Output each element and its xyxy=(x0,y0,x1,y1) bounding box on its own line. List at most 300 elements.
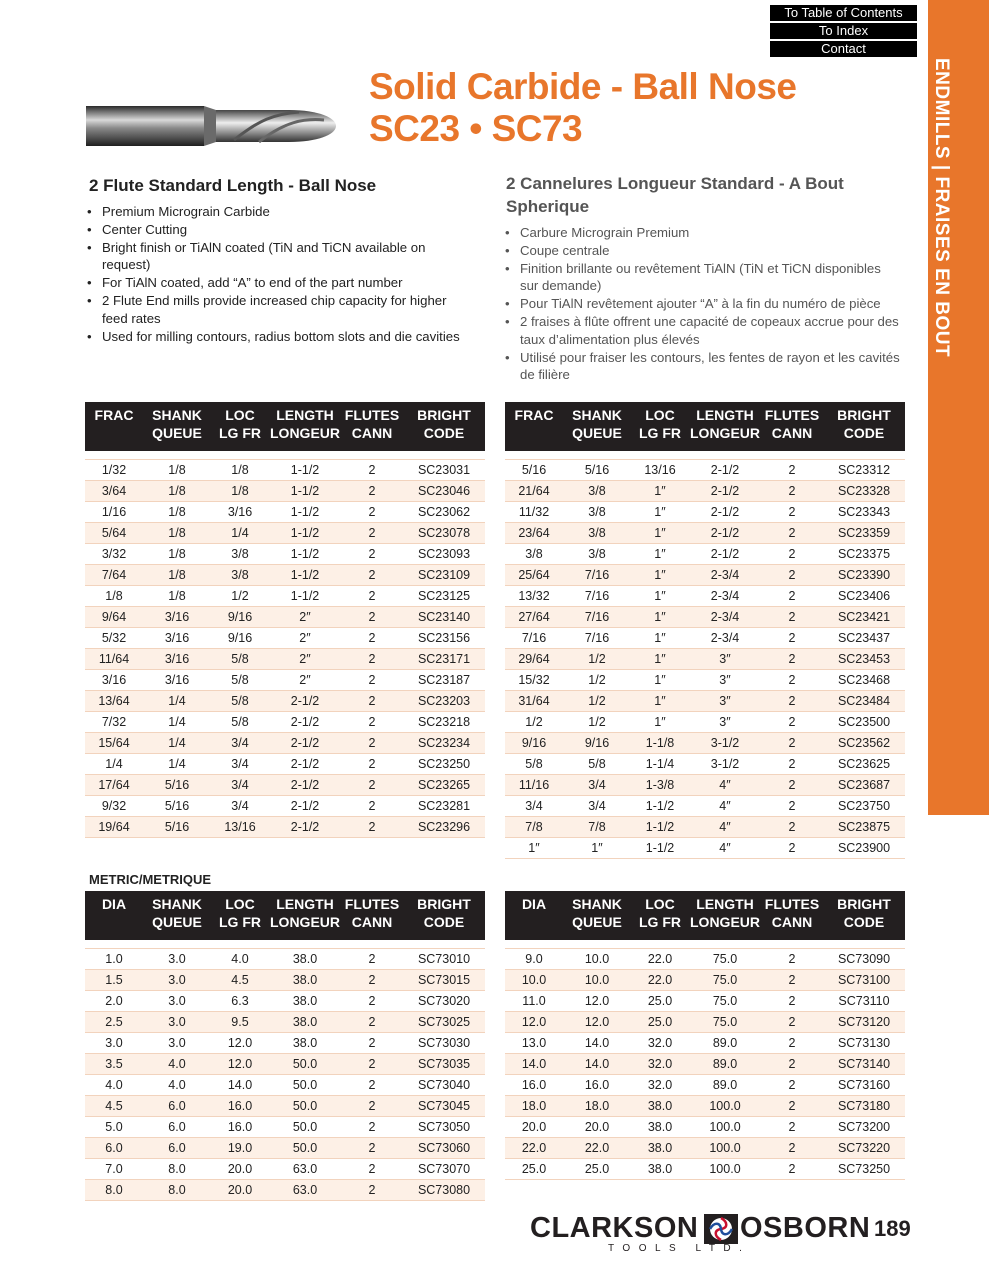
table-cell: 3/16 xyxy=(143,628,211,649)
table-cell: 2 xyxy=(761,712,823,733)
table-cell: 20.0 xyxy=(211,1159,269,1180)
table-cell: 2 xyxy=(761,1138,823,1159)
table-cell: 13/16 xyxy=(631,460,689,481)
table-cell: 22.0 xyxy=(631,970,689,991)
table-cell: 1-1/2 xyxy=(631,838,689,859)
table-cell: SC73220 xyxy=(823,1138,905,1159)
table-cell: 9/16 xyxy=(505,733,563,754)
table-cell: SC23250 xyxy=(403,754,485,775)
table-row xyxy=(85,628,485,649)
table-cell: SC73035 xyxy=(403,1054,485,1075)
table-cell: 7/64 xyxy=(85,565,143,586)
table-cell: 1-1/2 xyxy=(269,586,341,607)
table-cell: 18.0 xyxy=(563,1096,631,1117)
table-cell: SC73140 xyxy=(823,1054,905,1075)
table-cell: 1/8 xyxy=(85,586,143,607)
table-cell: SC23062 xyxy=(403,502,485,523)
table-cell: 2 xyxy=(761,754,823,775)
table-row xyxy=(85,481,485,502)
table-cell: 3″ xyxy=(689,691,761,712)
table-cell: SC23125 xyxy=(403,586,485,607)
logo-word-right: OSBORN xyxy=(740,1212,871,1244)
table-cell: 9/32 xyxy=(85,796,143,817)
table-cell: 2 xyxy=(341,1138,403,1159)
table-cell: 38.0 xyxy=(631,1096,689,1117)
table-cell: 2-3/4 xyxy=(689,607,761,628)
table-cell: 1.0 xyxy=(85,949,143,970)
column-header: BRIGHT CODE xyxy=(823,891,905,940)
table-cell: 10.0 xyxy=(563,949,631,970)
table-cell: 2 xyxy=(341,1180,403,1201)
table-cell: 1″ xyxy=(631,649,689,670)
table-cell: 21/64 xyxy=(505,481,563,502)
table-cell: 3/4 xyxy=(211,796,269,817)
table-row xyxy=(505,607,905,628)
column-header: BRIGHT CODE xyxy=(823,402,905,451)
table-row xyxy=(85,754,485,775)
table-cell: 3/16 xyxy=(143,670,211,691)
table-row xyxy=(505,523,905,544)
table-cell: SC23359 xyxy=(823,523,905,544)
table-cell: 1/8 xyxy=(143,565,211,586)
table-cell: 2 xyxy=(341,460,403,481)
table-cell: 1/32 xyxy=(85,460,143,481)
table-row xyxy=(85,460,485,481)
table-cell: 1″ xyxy=(631,607,689,628)
table-cell: 29/64 xyxy=(505,649,563,670)
page-number: 189 xyxy=(874,1216,911,1241)
table-cell: 2 xyxy=(761,565,823,586)
table-cell: 89.0 xyxy=(689,1075,761,1096)
table-header-row xyxy=(85,891,485,940)
column-header: SHANK QUEUE xyxy=(143,891,211,940)
table-row xyxy=(85,502,485,523)
table-cell: 1″ xyxy=(505,838,563,859)
section-side-tab-label: ENDMILLS | FRAISES EN BOUT xyxy=(931,58,952,358)
metric-spec-table-right xyxy=(505,891,905,1180)
table-cell: 5/16 xyxy=(143,817,211,838)
table-cell: 2 xyxy=(761,607,823,628)
column-header: FLUTES CANN xyxy=(761,891,823,940)
table-cell: 2 xyxy=(761,1075,823,1096)
table-cell: 38.0 xyxy=(269,970,341,991)
table-cell: 1/8 xyxy=(143,523,211,544)
table-cell: 50.0 xyxy=(269,1138,341,1159)
table-cell: 1-1/2 xyxy=(269,544,341,565)
column-header: LENGTH LONGEUR xyxy=(689,402,761,451)
table-row xyxy=(505,460,905,481)
table-cell: 2 xyxy=(761,481,823,502)
table-cell: SC73110 xyxy=(823,991,905,1012)
table-cell: 2 xyxy=(761,691,823,712)
table-cell: SC73030 xyxy=(403,1033,485,1054)
table-row xyxy=(505,586,905,607)
table-cell: 2 xyxy=(761,817,823,838)
table-cell: 6.3 xyxy=(211,991,269,1012)
table-cell: 12.0 xyxy=(505,1012,563,1033)
table-cell: SC23046 xyxy=(403,481,485,502)
table-cell: 9/16 xyxy=(211,607,269,628)
table-cell: 5/64 xyxy=(85,523,143,544)
table-cell: 4.0 xyxy=(211,949,269,970)
table-cell: 2 xyxy=(761,1117,823,1138)
table-cell: SC73080 xyxy=(403,1180,485,1201)
column-header: SHANK QUEUE xyxy=(563,891,631,940)
table-row xyxy=(505,691,905,712)
table-cell: 1″ xyxy=(631,586,689,607)
column-header: FRAC xyxy=(85,402,143,451)
table-cell: 2 xyxy=(761,586,823,607)
table-cell: 22.0 xyxy=(563,1138,631,1159)
table-cell: 3/8 xyxy=(211,565,269,586)
table-cell: 1/4 xyxy=(211,523,269,544)
table-cell: 4″ xyxy=(689,838,761,859)
table-cell: 2 xyxy=(341,991,403,1012)
table-cell: 12.0 xyxy=(211,1033,269,1054)
table-cell: SC73060 xyxy=(403,1138,485,1159)
table-row xyxy=(505,628,905,649)
table-cell: 12.0 xyxy=(211,1054,269,1075)
table-cell: 3.0 xyxy=(143,991,211,1012)
table-row xyxy=(85,1117,485,1138)
table-cell: 2-3/4 xyxy=(689,628,761,649)
table-cell: 2 xyxy=(761,1054,823,1075)
column-header: FLUTES CANN xyxy=(341,402,403,451)
table-cell: 89.0 xyxy=(689,1054,761,1075)
column-header: LENGTH LONGEUR xyxy=(269,891,341,940)
table-cell: SC23093 xyxy=(403,544,485,565)
table-cell: 2 xyxy=(341,481,403,502)
table-cell: 4″ xyxy=(689,817,761,838)
table-row xyxy=(85,1159,485,1180)
table-cell: 5/16 xyxy=(143,775,211,796)
table-cell: 5/32 xyxy=(85,628,143,649)
table-cell: 14.0 xyxy=(563,1033,631,1054)
table-cell: 8.0 xyxy=(143,1159,211,1180)
table-cell: 10.0 xyxy=(505,970,563,991)
table-cell: 15/64 xyxy=(85,733,143,754)
table-cell: 2″ xyxy=(269,649,341,670)
table-cell: SC23687 xyxy=(823,775,905,796)
table-row xyxy=(85,544,485,565)
table-cell: 3-1/2 xyxy=(689,754,761,775)
table-cell: SC23109 xyxy=(403,565,485,586)
table-cell: 1-3/8 xyxy=(631,775,689,796)
table-cell: 5/8 xyxy=(211,649,269,670)
table-cell: 11/32 xyxy=(505,502,563,523)
table-cell: 1-1/8 xyxy=(631,733,689,754)
table-row xyxy=(505,1159,905,1180)
column-header: LENGTH LONGEUR xyxy=(689,891,761,940)
table-cell: 2-1/2 xyxy=(269,733,341,754)
table-header-row xyxy=(505,402,905,451)
feature-item: • Finition brillante ou revêtement TiAlN (TiN et TiCN disponibles sur demande) xyxy=(505,260,881,294)
table-cell: 1/4 xyxy=(85,754,143,775)
table-cell: 2″ xyxy=(269,670,341,691)
table-cell: 2 xyxy=(761,502,823,523)
column-header: SHANK QUEUE xyxy=(563,402,631,451)
table-cell: 38.0 xyxy=(631,1138,689,1159)
table-cell: 2 xyxy=(341,607,403,628)
table-cell: 100.0 xyxy=(689,1138,761,1159)
table-cell: SC73200 xyxy=(823,1117,905,1138)
table-cell: 5/16 xyxy=(143,796,211,817)
table-spacer-row xyxy=(505,451,905,460)
table-row xyxy=(505,1054,905,1075)
table-cell: SC23453 xyxy=(823,649,905,670)
table-cell: 3/4 xyxy=(211,754,269,775)
table-cell: 3/32 xyxy=(85,544,143,565)
table-cell: 2-1/2 xyxy=(269,796,341,817)
table-cell: SC73120 xyxy=(823,1012,905,1033)
page-title-line-2: SC23 • SC73 xyxy=(369,108,583,149)
table-cell: SC23375 xyxy=(823,544,905,565)
table-row xyxy=(505,796,905,817)
table-cell: 1-1/4 xyxy=(631,754,689,775)
inch-spec-table-left xyxy=(85,402,485,838)
table-cell: 1-1/2 xyxy=(631,817,689,838)
table-cell: 3″ xyxy=(689,712,761,733)
table-cell: 50.0 xyxy=(269,1054,341,1075)
table-cell: SC73010 xyxy=(403,949,485,970)
table-cell: SC23900 xyxy=(823,838,905,859)
table-cell: 2 xyxy=(761,949,823,970)
table-row xyxy=(85,1096,485,1117)
table-cell: 3/16 xyxy=(211,502,269,523)
table-cell: 6.0 xyxy=(85,1138,143,1159)
table-cell: 13.0 xyxy=(505,1033,563,1054)
table-cell: 1″ xyxy=(563,838,631,859)
table-cell: 3″ xyxy=(689,670,761,691)
table-cell: 3/8 xyxy=(505,544,563,565)
table-row xyxy=(85,1054,485,1075)
table-cell: 3.5 xyxy=(85,1054,143,1075)
feature-item: • Used for milling contours, radius bottom slots and die cavities xyxy=(87,328,460,344)
table-row xyxy=(505,817,905,838)
table-cell: SC23265 xyxy=(403,775,485,796)
page-title xyxy=(369,66,796,150)
table-cell: 2 xyxy=(341,733,403,754)
table-cell: 2-1/2 xyxy=(269,817,341,838)
table-cell: 1/2 xyxy=(563,670,631,691)
table-cell: 16.0 xyxy=(211,1117,269,1138)
nav-link-table-of-contents[interactable]: To Table of Contents xyxy=(770,5,917,21)
table-cell: 3.0 xyxy=(143,1033,211,1054)
table-cell: 2-1/2 xyxy=(689,523,761,544)
table-cell: 7/16 xyxy=(563,628,631,649)
table-cell: SC23484 xyxy=(823,691,905,712)
table-cell: SC23031 xyxy=(403,460,485,481)
table-cell: SC73250 xyxy=(823,1159,905,1180)
table-cell: 2 xyxy=(341,1117,403,1138)
table-cell: 9.0 xyxy=(505,949,563,970)
table-cell: 1/4 xyxy=(143,754,211,775)
table-row xyxy=(85,670,485,691)
table-cell: 2-1/2 xyxy=(269,775,341,796)
feature-item: • Utilisé pour fraiser les contours, les fentes de rayon et les cavités de filière xyxy=(505,349,900,383)
table-cell: 5/8 xyxy=(211,670,269,691)
nav-link-index[interactable]: To Index xyxy=(770,23,917,39)
table-cell: 2 xyxy=(341,1012,403,1033)
table-row xyxy=(85,775,485,796)
table-cell: 1/2 xyxy=(563,691,631,712)
table-cell: 8.0 xyxy=(143,1180,211,1201)
table-row xyxy=(505,1138,905,1159)
table-cell: 100.0 xyxy=(689,1096,761,1117)
table-cell: 38.0 xyxy=(269,1012,341,1033)
table-cell: 3/4 xyxy=(563,796,631,817)
table-cell: 19/64 xyxy=(85,817,143,838)
table-cell: 1″ xyxy=(631,712,689,733)
table-cell: 2-3/4 xyxy=(689,586,761,607)
table-cell: 25.0 xyxy=(631,1012,689,1033)
table-cell: SC73040 xyxy=(403,1075,485,1096)
table-row xyxy=(505,754,905,775)
table-row xyxy=(505,565,905,586)
table-cell: 2 xyxy=(341,670,403,691)
table-cell: 14.0 xyxy=(563,1054,631,1075)
table-row xyxy=(85,970,485,991)
table-cell: 1″ xyxy=(631,691,689,712)
table-cell: 1/4 xyxy=(143,733,211,754)
table-row xyxy=(85,586,485,607)
table-cell: 2 xyxy=(761,460,823,481)
table-cell: 5.0 xyxy=(85,1117,143,1138)
table-row xyxy=(505,991,905,1012)
table-cell: 1/4 xyxy=(143,712,211,733)
table-cell: SC23140 xyxy=(403,607,485,628)
table-spacer-row xyxy=(85,940,485,949)
table-cell: 2 xyxy=(761,775,823,796)
table-cell: SC73050 xyxy=(403,1117,485,1138)
table-cell: 5/8 xyxy=(211,712,269,733)
table-cell: 1″ xyxy=(631,523,689,544)
table-cell: 2 xyxy=(761,544,823,565)
table-cell: 32.0 xyxy=(631,1075,689,1096)
metric-spec-table-left xyxy=(85,891,485,1201)
table-cell: 1″ xyxy=(631,544,689,565)
table-cell: 3/16 xyxy=(143,649,211,670)
table-cell: 23/64 xyxy=(505,523,563,544)
table-cell: 7/8 xyxy=(563,817,631,838)
table-row xyxy=(505,970,905,991)
table-cell: 38.0 xyxy=(269,949,341,970)
section-side-tab xyxy=(928,0,989,815)
table-cell: 2 xyxy=(761,796,823,817)
table-cell: 2 xyxy=(341,586,403,607)
table-cell: 4.0 xyxy=(85,1075,143,1096)
table-cell: SC23750 xyxy=(823,796,905,817)
table-cell: 11/64 xyxy=(85,649,143,670)
table-cell: 4″ xyxy=(689,775,761,796)
table-cell: 7/16 xyxy=(563,586,631,607)
table-cell: SC73100 xyxy=(823,970,905,991)
feature-item: • Premium Micrograin Carbide xyxy=(87,204,270,219)
table-cell: 1″ xyxy=(631,502,689,523)
table-cell: 75.0 xyxy=(689,1012,761,1033)
table-cell: 14.0 xyxy=(505,1054,563,1075)
table-cell: 2 xyxy=(341,523,403,544)
column-header: FRAC xyxy=(505,402,563,451)
page-title-line-1: Solid Carbide - Ball Nose xyxy=(369,66,797,107)
column-header: LOC LG FR xyxy=(631,402,689,451)
table-cell: 3/8 xyxy=(563,523,631,544)
table-cell: 2 xyxy=(761,1159,823,1180)
table-cell: 2-1/2 xyxy=(269,691,341,712)
table-cell: 13/64 xyxy=(85,691,143,712)
table-cell: 2 xyxy=(341,1075,403,1096)
table-cell: 2 xyxy=(761,670,823,691)
table-row xyxy=(85,991,485,1012)
table-cell: 1/2 xyxy=(563,649,631,670)
heading-english: 2 Flute Standard Length - Ball Nose xyxy=(89,176,377,195)
table-row xyxy=(505,1033,905,1054)
table-row xyxy=(85,817,485,838)
column-header: DIA xyxy=(85,891,143,940)
table-cell: 19.0 xyxy=(211,1138,269,1159)
table-cell: 2″ xyxy=(269,628,341,649)
logo-emblem-icon xyxy=(704,1214,738,1244)
table-cell: 25/64 xyxy=(505,565,563,586)
table-row xyxy=(505,670,905,691)
table-cell: SC23421 xyxy=(823,607,905,628)
table-cell: 1″ xyxy=(631,628,689,649)
table-row xyxy=(505,733,905,754)
table-cell: 38.0 xyxy=(631,1117,689,1138)
table-cell: SC73025 xyxy=(403,1012,485,1033)
table-cell: SC23171 xyxy=(403,649,485,670)
table-cell: SC73020 xyxy=(403,991,485,1012)
table-row xyxy=(85,796,485,817)
table-cell: 1/8 xyxy=(143,586,211,607)
nav-link-contact[interactable]: Contact xyxy=(770,41,917,57)
table-cell: 4.0 xyxy=(143,1075,211,1096)
table-header-row xyxy=(505,891,905,940)
table-cell: SC23234 xyxy=(403,733,485,754)
table-cell: 6.0 xyxy=(143,1096,211,1117)
feature-item: • 2 Flute End mills provide increased chip capacity for higher feed rates xyxy=(87,292,447,326)
logo-subtitle: TOOLS LTD. xyxy=(608,1243,751,1254)
table-cell: 2 xyxy=(341,691,403,712)
table-row xyxy=(505,1012,905,1033)
table-cell: 3/8 xyxy=(211,544,269,565)
table-cell: 5/8 xyxy=(505,754,563,775)
table-cell: SC23328 xyxy=(823,481,905,502)
table-cell: 5/16 xyxy=(563,460,631,481)
table-cell: 13/32 xyxy=(505,586,563,607)
table-cell: 1-1/2 xyxy=(269,502,341,523)
table-cell: 3.0 xyxy=(85,1033,143,1054)
table-cell: 11.0 xyxy=(505,991,563,1012)
table-cell: 3/4 xyxy=(211,775,269,796)
table-cell: 2 xyxy=(341,796,403,817)
table-row xyxy=(505,649,905,670)
table-cell: 1/8 xyxy=(211,481,269,502)
table-cell: 2-1/2 xyxy=(689,460,761,481)
table-cell: 4.0 xyxy=(143,1054,211,1075)
table-cell: 8.0 xyxy=(85,1180,143,1201)
table-cell: 7/8 xyxy=(505,817,563,838)
table-cell: 4.5 xyxy=(211,970,269,991)
table-cell: 1/8 xyxy=(143,502,211,523)
table-cell: 75.0 xyxy=(689,949,761,970)
table-row xyxy=(505,949,905,970)
table-cell: 7/32 xyxy=(85,712,143,733)
table-cell: 2 xyxy=(761,733,823,754)
table-cell: 2 xyxy=(761,1033,823,1054)
table-cell: 3/64 xyxy=(85,481,143,502)
table-cell: 3-1/2 xyxy=(689,733,761,754)
